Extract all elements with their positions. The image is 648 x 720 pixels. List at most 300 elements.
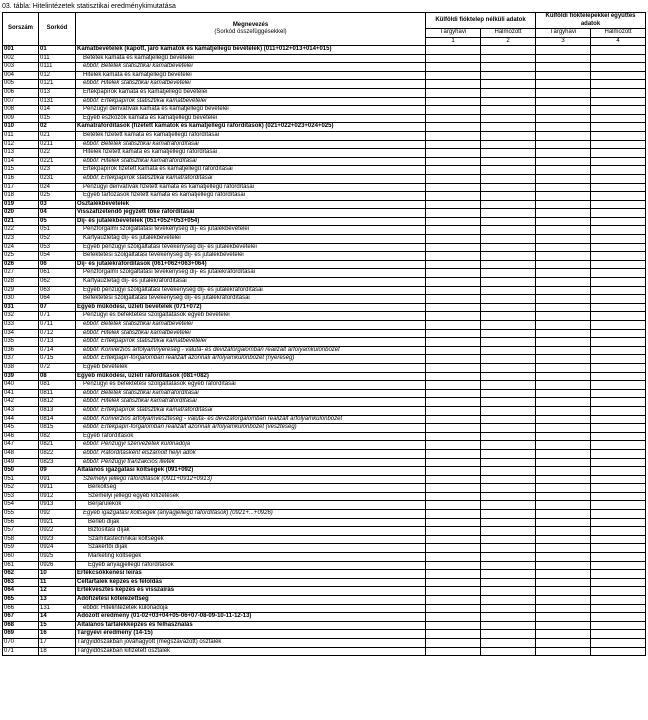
row-value-col-1 [426, 329, 481, 338]
row-value-col-4 [591, 131, 646, 140]
row-sorkod: 012 [39, 71, 76, 80]
row-value-col-3 [536, 561, 591, 570]
row-value-col-4 [591, 561, 646, 570]
row-value-col-2 [481, 106, 536, 115]
row-megnevezes: ebből: Pénzügyi tranzakciós illeték [76, 458, 426, 467]
row-sorszam: 021 [3, 217, 39, 226]
table-row [3, 329, 646, 338]
header-sorszam: Sorszám [3, 13, 39, 46]
row-sorkod: 0131 [39, 97, 76, 106]
table-row [3, 630, 646, 639]
row-value-col-3 [536, 303, 591, 312]
row-value-col-3 [536, 183, 591, 192]
header-megnevezes-line1: Megnevezés [232, 21, 269, 28]
table-row [3, 613, 646, 622]
row-value-col-4 [591, 209, 646, 218]
row-sorszam: 061 [3, 561, 39, 570]
row-sorkod: 16 [39, 630, 76, 639]
row-value-col-3 [536, 166, 591, 175]
table-row [3, 140, 646, 149]
row-sorkod: 0911 [39, 484, 76, 493]
table-row [3, 406, 646, 415]
row-value-col-4 [591, 484, 646, 493]
row-value-col-2 [481, 475, 536, 484]
row-value-col-4 [591, 647, 646, 656]
row-value-col-4 [591, 441, 646, 450]
row-value-col-2 [481, 183, 536, 192]
row-megnevezes: Számítástechnikai költségek [76, 535, 426, 544]
row-value-col-2 [481, 157, 536, 166]
row-value-col-3 [536, 338, 591, 347]
row-sorkod: 062 [39, 278, 76, 287]
row-sorkod: 0713 [39, 338, 76, 347]
row-sorkod: 0815 [39, 424, 76, 433]
row-sorszam: 043 [3, 406, 39, 415]
table-row [3, 638, 646, 647]
row-value-col-4 [591, 604, 646, 613]
row-value-col-3 [536, 346, 591, 355]
row-value-col-2 [481, 54, 536, 63]
row-megnevezes: ebből: Értékpapírok statisztikai kamatbevételei [76, 97, 426, 106]
row-megnevezes: Egyéb anyagjellegű ráfordítások [76, 561, 426, 570]
table-row [3, 303, 646, 312]
row-value-col-1 [426, 217, 481, 226]
row-megnevezes: Kártyaüzletág díj- és jutalékráfordításai [76, 278, 426, 287]
row-value-col-3 [536, 200, 591, 209]
row-value-col-3 [536, 544, 591, 553]
row-value-col-1 [426, 200, 481, 209]
table-row [3, 527, 646, 536]
table-row [3, 346, 646, 355]
table-row [3, 363, 646, 372]
row-sorkod: 0923 [39, 535, 76, 544]
row-sorkod: 03 [39, 200, 76, 209]
row-megnevezes: Pénzügyi derivatívák fizetett kamata és kamatjellegű ráfordításai [76, 183, 426, 192]
row-value-col-2 [481, 510, 536, 519]
row-megnevezes: Bérleti díjak [76, 518, 426, 527]
row-value-col-1 [426, 372, 481, 381]
table-row [3, 63, 646, 72]
table-row [3, 252, 646, 261]
row-value-col-1 [426, 80, 481, 89]
row-value-col-2 [481, 604, 536, 613]
row-value-col-1 [426, 303, 481, 312]
row-value-col-2 [481, 467, 536, 476]
row-value-col-3 [536, 226, 591, 235]
row-value-col-4 [591, 510, 646, 519]
row-value-col-3 [536, 475, 591, 484]
row-value-col-1 [426, 183, 481, 192]
row-sorszam: 046 [3, 432, 39, 441]
row-value-col-3 [536, 621, 591, 630]
table-row [3, 338, 646, 347]
row-value-col-1 [426, 449, 481, 458]
row-value-col-3 [536, 441, 591, 450]
row-value-col-1 [426, 630, 481, 639]
row-megnevezes: Kamatráfordítások (fizetett kamatok és kamatjellegű ráfordítások) (021+022+023+024+025) [76, 123, 426, 132]
row-value-col-3 [536, 501, 591, 510]
row-value-col-1 [426, 54, 481, 63]
row-value-col-2 [481, 88, 536, 97]
row-sorszam: 027 [3, 269, 39, 278]
row-value-col-3 [536, 209, 591, 218]
row-megnevezes: Betétek kamata és kamatjellegű bevételei [76, 54, 426, 63]
row-sorszam: 048 [3, 449, 39, 458]
table-row [3, 449, 646, 458]
row-sorkod: 071 [39, 312, 76, 321]
row-value-col-3 [536, 587, 591, 596]
table-row [3, 621, 646, 630]
row-sorkod: 013 [39, 88, 76, 97]
row-sorkod: 0813 [39, 406, 76, 415]
table-row [3, 458, 646, 467]
row-sorszam: 006 [3, 88, 39, 97]
row-value-col-4 [591, 80, 646, 89]
row-value-col-1 [426, 295, 481, 304]
row-sorkod: 0811 [39, 389, 76, 398]
row-value-col-1 [426, 355, 481, 364]
table-row [3, 269, 646, 278]
row-megnevezes: Értékpapírok kamata és kamatjellegű bevételei [76, 88, 426, 97]
row-sorkod: 131 [39, 604, 76, 613]
row-sorszam: 070 [3, 638, 39, 647]
row-value-col-3 [536, 123, 591, 132]
row-value-col-1 [426, 286, 481, 295]
row-sorkod: 0715 [39, 355, 76, 364]
row-value-col-1 [426, 613, 481, 622]
row-value-col-3 [536, 278, 591, 287]
row-value-col-3 [536, 269, 591, 278]
row-value-col-3 [536, 510, 591, 519]
row-value-col-4 [591, 381, 646, 390]
row-value-col-2 [481, 286, 536, 295]
header-megnevezes [76, 13, 426, 46]
row-value-col-3 [536, 458, 591, 467]
row-megnevezes: Pénzforgalmi szolgáltatási tevékenység díj- és jutalékráfordításai [76, 269, 426, 278]
row-value-col-2 [481, 501, 536, 510]
row-value-col-1 [426, 424, 481, 433]
table-row [3, 484, 646, 493]
table-row [3, 209, 646, 218]
table-row [3, 157, 646, 166]
row-value-col-4 [591, 226, 646, 235]
row-value-col-1 [426, 269, 481, 278]
row-value-col-2 [481, 235, 536, 244]
header-halmozott-2: Halmozott [591, 29, 646, 38]
row-value-col-1 [426, 312, 481, 321]
row-value-col-4 [591, 527, 646, 536]
table-row [3, 286, 646, 295]
row-sorkod: 11 [39, 578, 76, 587]
table-row [3, 217, 646, 226]
row-value-col-1 [426, 106, 481, 115]
row-value-col-4 [591, 303, 646, 312]
row-value-col-3 [536, 217, 591, 226]
row-value-col-1 [426, 510, 481, 519]
row-value-col-4 [591, 157, 646, 166]
row-megnevezes: Visszafizetendő jegyzett tőke ráfordításai [76, 209, 426, 218]
row-value-col-3 [536, 71, 591, 80]
header-targyhavi-2: Tárgyhavi [536, 29, 591, 38]
row-sorszam: 034 [3, 329, 39, 338]
row-value-col-1 [426, 458, 481, 467]
row-sorkod: 0913 [39, 501, 76, 510]
row-value-col-4 [591, 269, 646, 278]
row-sorkod: 14 [39, 613, 76, 622]
table-row [3, 604, 646, 613]
row-sorkod: 053 [39, 243, 76, 252]
row-sorkod: 13 [39, 596, 76, 605]
row-sorszam: 065 [3, 596, 39, 605]
row-sorkod: 081 [39, 381, 76, 390]
row-value-col-3 [536, 88, 591, 97]
row-sorszam: 037 [3, 355, 39, 364]
row-sorszam: 002 [3, 54, 39, 63]
row-value-col-3 [536, 553, 591, 562]
header-megnevezes-line2: (Sorkód összefüggésekkel) [214, 29, 287, 35]
row-megnevezes: Díj- és jutalékbevételek (051+052+053+054) [76, 217, 426, 226]
row-value-col-3 [536, 578, 591, 587]
row-value-col-3 [536, 613, 591, 622]
row-megnevezes: Egyéb működési, üzleti bevételek (071+072) [76, 303, 426, 312]
row-value-col-4 [591, 596, 646, 605]
row-value-col-2 [481, 630, 536, 639]
row-megnevezes: Értékvesztés képzés és visszaírás [76, 587, 426, 596]
header-col-3: 3 [536, 37, 591, 46]
row-value-col-2 [481, 71, 536, 80]
row-value-col-1 [426, 123, 481, 132]
row-value-col-3 [536, 638, 591, 647]
row-value-col-1 [426, 475, 481, 484]
table-row [3, 389, 646, 398]
row-value-col-1 [426, 252, 481, 261]
row-value-col-4 [591, 475, 646, 484]
row-sorkod: 054 [39, 252, 76, 261]
table-row [3, 260, 646, 269]
row-sorszam: 005 [3, 80, 39, 89]
row-value-col-3 [536, 97, 591, 106]
row-value-col-2 [481, 441, 536, 450]
row-value-col-1 [426, 131, 481, 140]
row-value-col-4 [591, 106, 646, 115]
row-value-col-3 [536, 295, 591, 304]
row-value-col-2 [481, 363, 536, 372]
row-value-col-2 [481, 458, 536, 467]
row-megnevezes: Pénzügyi és befektetési szolgáltatások egyéb ráfordításai [76, 381, 426, 390]
row-value-col-1 [426, 604, 481, 613]
row-sorszam: 045 [3, 424, 39, 433]
table-row [3, 596, 646, 605]
table-row [3, 321, 646, 330]
row-value-col-1 [426, 501, 481, 510]
row-megnevezes: ebből: Értékpapír-forgalomban realizált azonnali árfolyamkülönbözet (veszteség) [76, 424, 426, 433]
row-value-col-3 [536, 535, 591, 544]
row-megnevezes: Betétek fizetett kamata és kamatjellegű ráfordításai [76, 131, 426, 140]
row-value-col-2 [481, 209, 536, 218]
row-value-col-1 [426, 561, 481, 570]
row-sorszam: 053 [3, 492, 39, 501]
row-value-col-1 [426, 260, 481, 269]
row-sorszam: 030 [3, 295, 39, 304]
row-value-col-2 [481, 613, 536, 622]
row-value-col-3 [536, 131, 591, 140]
row-value-col-4 [591, 260, 646, 269]
row-megnevezes: Egyéb pénzügyi szolgáltatási tevékenység díj- és jutalékbevételei [76, 243, 426, 252]
row-sorszam: 028 [3, 278, 39, 287]
row-value-col-2 [481, 131, 536, 140]
row-megnevezes: Bérjárulékok [76, 501, 426, 510]
row-value-col-3 [536, 174, 591, 183]
row-sorkod: 011 [39, 54, 76, 63]
row-value-col-4 [591, 492, 646, 501]
row-megnevezes: Hitelek kamata és kamatjellegű bevételei [76, 71, 426, 80]
row-sorkod: 051 [39, 226, 76, 235]
table-row [3, 106, 646, 115]
row-sorszam: 009 [3, 114, 39, 123]
row-sorszam: 035 [3, 338, 39, 347]
table-row [3, 553, 646, 562]
row-value-col-3 [536, 604, 591, 613]
table-row [3, 200, 646, 209]
table-row [3, 114, 646, 123]
row-value-col-2 [481, 484, 536, 493]
row-megnevezes: Egyéb bevételek [76, 363, 426, 372]
table-row [3, 492, 646, 501]
row-megnevezes: ebből: Hitelek statisztikai kamatbevételei [76, 80, 426, 89]
table-row [3, 235, 646, 244]
row-sorkod: 0924 [39, 544, 76, 553]
row-value-col-2 [481, 278, 536, 287]
row-megnevezes: Marketing költségek [76, 553, 426, 562]
row-value-col-1 [426, 527, 481, 536]
row-value-col-2 [481, 63, 536, 72]
row-megnevezes: Tárgyidőszakban jóváhagyott (megszavazott) osztalék [76, 638, 426, 647]
row-value-col-1 [426, 389, 481, 398]
row-value-col-4 [591, 54, 646, 63]
row-value-col-2 [481, 217, 536, 226]
row-value-col-1 [426, 338, 481, 347]
row-megnevezes: Pénzügyi derivatívák kamata és kamatjellegű bevételei [76, 106, 426, 115]
row-value-col-1 [426, 192, 481, 201]
row-sorszam: 038 [3, 363, 39, 372]
row-value-col-2 [481, 200, 536, 209]
row-sorkod: 07 [39, 303, 76, 312]
row-sorszam: 047 [3, 441, 39, 450]
row-value-col-1 [426, 553, 481, 562]
row-megnevezes: ebből: Hitelek statisztikai kamatráfordításai [76, 157, 426, 166]
row-value-col-1 [426, 492, 481, 501]
row-megnevezes: ebből: Pénzügyi szervezetek különadója [76, 441, 426, 450]
row-value-col-1 [426, 363, 481, 372]
row-value-col-2 [481, 243, 536, 252]
row-value-col-4 [591, 501, 646, 510]
row-sorszam: 060 [3, 553, 39, 562]
row-value-col-3 [536, 424, 591, 433]
table-row [3, 88, 646, 97]
row-value-col-1 [426, 647, 481, 656]
row-megnevezes: ebből: Értékpapír-forgalomban realizált azonnali árfolyamkülönbözet (nyereség) [76, 355, 426, 364]
row-sorkod: 0714 [39, 346, 76, 355]
row-value-col-3 [536, 106, 591, 115]
row-value-col-2 [481, 544, 536, 553]
income-statement-table [2, 12, 646, 656]
table-row [3, 415, 646, 424]
row-value-col-2 [481, 638, 536, 647]
row-sorszam: 023 [3, 235, 39, 244]
row-value-col-4 [591, 149, 646, 158]
row-megnevezes: Egyéb eszközök kamata és kamatjellegű bevételei [76, 114, 426, 123]
row-value-col-2 [481, 46, 536, 55]
row-value-col-3 [536, 321, 591, 330]
row-sorszam: 014 [3, 157, 39, 166]
row-value-col-2 [481, 406, 536, 415]
row-megnevezes: Személyi jellegű egyéb kifizetések [76, 492, 426, 501]
row-value-col-2 [481, 355, 536, 364]
table-row [3, 544, 646, 553]
row-value-col-4 [591, 140, 646, 149]
row-megnevezes: ebből: Hitelek statisztikai kamatráfordításai [76, 398, 426, 407]
table-row [3, 54, 646, 63]
row-value-col-3 [536, 596, 591, 605]
row-value-col-3 [536, 415, 591, 424]
row-megnevezes: Értékpapírok fizetett kamata és kamatjellegű ráfordításai [76, 166, 426, 175]
row-value-col-1 [426, 406, 481, 415]
table-row [3, 518, 646, 527]
row-value-col-4 [591, 467, 646, 476]
row-value-col-1 [426, 638, 481, 647]
row-sorkod: 0711 [39, 321, 76, 330]
row-megnevezes: Kamatbevételek (kapott, járó kamatok és kamatjellegű bevételek) (011+012+013+014+015) [76, 46, 426, 55]
table-row [3, 501, 646, 510]
row-sorszam: 020 [3, 209, 39, 218]
row-value-col-3 [536, 46, 591, 55]
row-sorszam: 058 [3, 535, 39, 544]
row-megnevezes: Hitelek fizetett kamata és kamatjellegű ráfordításai [76, 149, 426, 158]
row-value-col-1 [426, 441, 481, 450]
row-sorkod: 01 [39, 46, 76, 55]
table-row [3, 355, 646, 364]
row-value-col-3 [536, 647, 591, 656]
header-group-without-branches: Külföldi fióktelep nélküli adatok [426, 13, 536, 29]
row-megnevezes: Értékcsökkenési leírás [76, 570, 426, 579]
row-sorszam: 051 [3, 475, 39, 484]
row-value-col-1 [426, 235, 481, 244]
row-sorszam: 031 [3, 303, 39, 312]
row-sorkod: 06 [39, 260, 76, 269]
row-sorkod: 072 [39, 363, 76, 372]
row-value-col-2 [481, 346, 536, 355]
row-megnevezes: Egyéb igazgatási költségek (anyagjellegű ráfordítások) (0921+...+0926) [76, 510, 426, 519]
row-megnevezes: ebből: Értékpapírok statisztikai kamatráfordításai [76, 406, 426, 415]
row-sorszam: 010 [3, 123, 39, 132]
row-value-col-4 [591, 415, 646, 424]
row-value-col-4 [591, 183, 646, 192]
row-value-col-1 [426, 321, 481, 330]
row-sorszam: 066 [3, 604, 39, 613]
row-sorkod: 061 [39, 269, 76, 278]
row-value-col-1 [426, 243, 481, 252]
row-megnevezes: Tárgyidőszakban kifizetett osztalék [76, 647, 426, 656]
row-value-col-3 [536, 518, 591, 527]
row-sorszam: 024 [3, 243, 39, 252]
row-sorkod: 063 [39, 286, 76, 295]
row-sorkod: 082 [39, 432, 76, 441]
row-value-col-3 [536, 149, 591, 158]
table-row [3, 432, 646, 441]
table-row [3, 441, 646, 450]
table-row [3, 295, 646, 304]
row-value-col-2 [481, 338, 536, 347]
